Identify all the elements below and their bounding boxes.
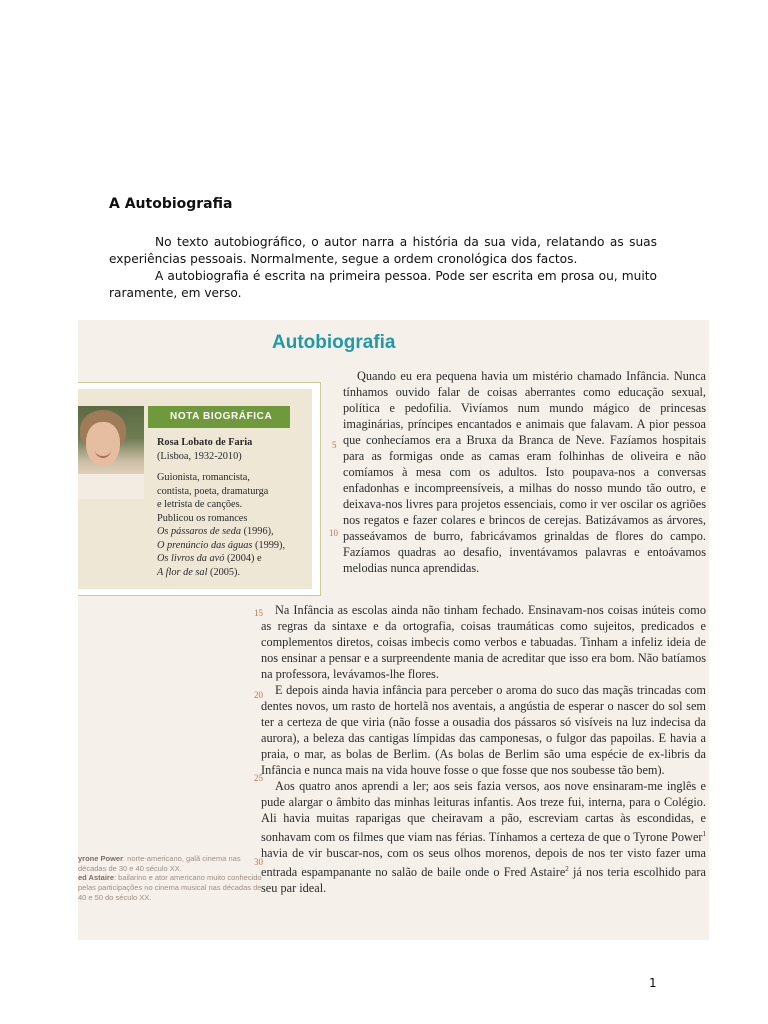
- line-number: 30: [254, 857, 263, 867]
- work-item: [157, 525, 312, 539]
- footnote-text: : bailarino e ator americano muito conhecido pelas participações no cinema musical nas décadas de 40 e 50 do século XX.: [78, 873, 262, 902]
- paragraph-text: já nos teria escolhido para seu par ideal.: [261, 865, 706, 896]
- body-paragraph: Quando eu era pequena havia um mistério chamado Infância. Nunca tínhamos ouvido falar de coisas aberrantes como educação sexual, política e pedofilia. Vivíamos num mundo mágico de princesas imaginárias, príncipes encantados e animais que falavam. A pior pessoa que conhecíamos era a Bruxa da Branca de Neve. Fazíamos hospitais para as formigas onde as camas eram folhinhas de oliveira e não comíamos à mesa com os adultos. Isto poupava-nos a conversas enfadonhas e incompreensíveis, a milhas do nosso mundo tão outro, e deixava-nos livres para projetos essenciais, como ir ver oscilar os agriões nos regatos e fazer colares e brincos de cerejas. Batizávamos as árvores, passeávamos de burro, fabricávamos grinaldas de flores do campo. Fazíamos quadras ao desafio, inventávamos palavras e entoávamos melodias nunca aprendidas.: [343, 369, 706, 575]
- footnotes: [78, 854, 268, 903]
- work-title: Os livros da avó: [157, 553, 225, 564]
- bio-line: e letrista de canções.: [157, 499, 243, 510]
- paragraph-text: havia de vir buscar-nos, com os seus olhos morenos, depois de nos ter visto fazer uma entrada espampanante no salão de baile onde o Fred Astaire: [261, 846, 706, 880]
- intro-paragraph: No texto autobiográfico, o autor narra a história da sua vida, relatando as suas experiências pessoais. Normalmente, segue a ordem cronológica dos factos.: [109, 235, 657, 266]
- intro-text: [109, 234, 657, 302]
- work-title: O prenúncio das águas: [157, 539, 253, 551]
- line-number: 25: [254, 773, 263, 783]
- footnote: [78, 873, 268, 902]
- body-paragraph: E depois ainda havia infância para perceber o aroma do suco das maçãs trincadas com dentes novos, um rasto de hortelã nos aventais, a angústia de esperar o nascer do sol sem ter a certeza de que viria (não fosse a ousadia dos pássaros só visíveis na luz indecisa da aurora), a beleza das cantigas límpidas das camponesas, o fulgor das papoilas. E havia a praia, o mar, as bolas de Berlim. (As bolas de Berlim são uma espécie de ex-libris da Infância e nunca mais na vida houve fosse o que fosse que nos soubesse tão bem).: [261, 683, 706, 777]
- bio-line: Publicou os romances: [157, 512, 248, 524]
- bio-line: Guionista, romancista,: [157, 472, 250, 483]
- portrait-photo-icon: [78, 406, 144, 499]
- bio-line: contista, poeta, dramaturga: [157, 485, 269, 497]
- work-item: [157, 552, 312, 566]
- body-paragraph: Na Infância as escolas ainda não tinham fechado. Ensinavam-nos coisas inúteis como as regras da sintaxe e da ortografia, coisas traumáticas como sujeitos, predicados e complementos diretos, coisas imbecis como verbos e tabuadas. Tinham a infeliz ideia de nos ensinar a pensar e a surpreendente mania de acreditar que isso era bom. Não batíamos na professora, levávamos-lhe flores.: [261, 603, 706, 681]
- body-paragraph: [261, 778, 706, 896]
- footnote-marker: 2: [565, 865, 569, 874]
- author-name: Rosa Lobato de Faria: [157, 437, 253, 448]
- work-year: (1999),: [252, 539, 286, 551]
- footnote-head: yrone Power: [78, 854, 124, 863]
- page-number: 1: [649, 976, 657, 990]
- paragraph-text: Aos quatro anos aprendi a ler; aos seis fazia versos, aos nove ensinaram-me inglês e pude alargar o âmbito das minhas leituras infantis. Aos treze fui, interna, para o Colégio. Ali havia muitas raparigas que cheiravam a pão, escreviam cartas às escondidas, e sonhavam com os filmes que viam nas férias. Tínhamos a certeza de que o Tyrone Power: [261, 779, 706, 845]
- footnote-marker: 1: [702, 830, 706, 838]
- intro-paragraph: A autobiografia é escrita na primeira pessoa. Pode ser escrita em prosa ou, muito raramente, em verso.: [109, 269, 657, 300]
- footnote: [78, 854, 268, 873]
- work-item: [157, 539, 312, 553]
- line-number: 20: [254, 690, 263, 700]
- work-year: (2004) e: [224, 553, 262, 564]
- bio-text: [157, 436, 312, 579]
- footnote-text: : norte-americano, galã cinema nas décadas de 30 e 40 século XX.: [78, 854, 241, 873]
- work-title: A flor de sal: [157, 566, 208, 578]
- work-year: (2005).: [207, 566, 241, 578]
- footnote-head: ed Astaire: [78, 873, 114, 883]
- textbook-title: Autobiografia: [272, 332, 396, 353]
- line-number: 10: [329, 528, 338, 538]
- work-year: (1996),: [241, 526, 274, 537]
- line-number: 15: [254, 608, 263, 618]
- nota-biografica-banner: NOTA BIOGRÁFICA: [148, 406, 290, 428]
- document-heading: A Autobiografia: [109, 196, 233, 212]
- author-dates: (Lisboa, 1932-2010): [157, 450, 242, 462]
- line-number: 5: [332, 440, 337, 450]
- text-column-bottom: [261, 602, 706, 896]
- textbook-scan-image: [78, 320, 709, 940]
- text-column-top: [343, 368, 706, 576]
- work-title: Os pássaros de seda: [157, 526, 241, 537]
- work-item: [157, 566, 312, 580]
